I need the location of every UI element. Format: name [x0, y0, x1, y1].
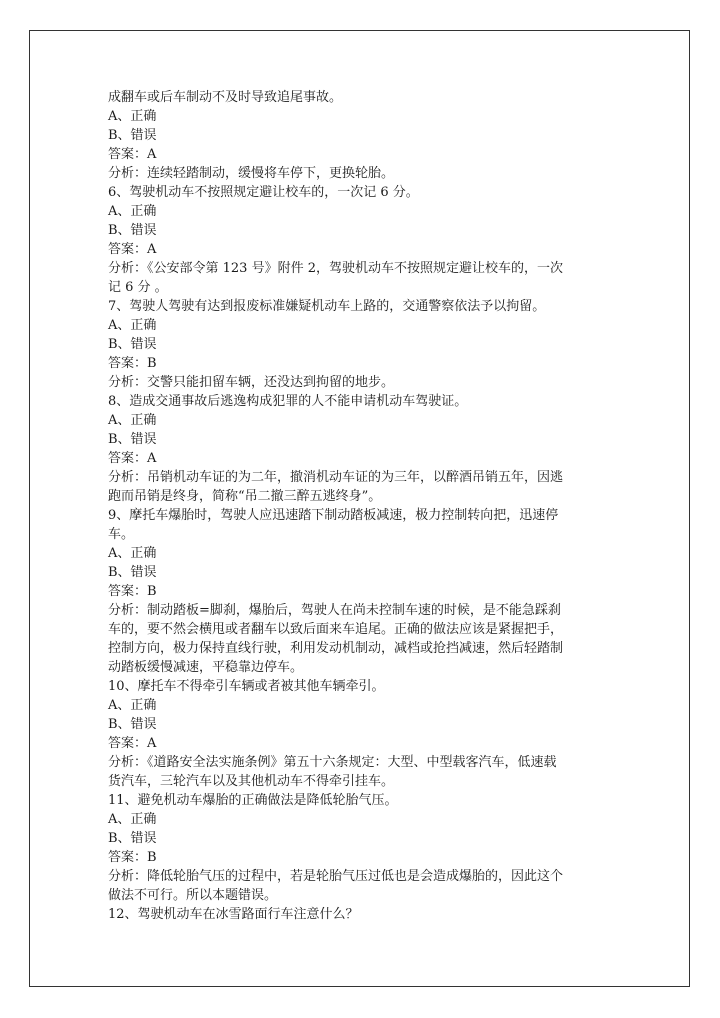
question-9: 9、摩托车爆胎时，驾驶人应迅速踏下制动踏板减速，极力控制转向把，迅速停 [108, 508, 559, 523]
question-6: 6、驾驶机动车不按照规定避让校车的，一次记 6 分。 [108, 185, 419, 200]
answer: 答案：A [108, 451, 157, 466]
answer: 答案：B [108, 356, 157, 371]
answer: 答案：A [108, 147, 157, 162]
option-a: A、正确 [108, 546, 157, 561]
question-10: 10、摩托车不得牵引车辆或者被其他车辆牵引。 [108, 679, 385, 694]
analysis: 分析：《道路安全法实施条例》第五十六条规定：大型、中型载客汽车，低速载 [108, 755, 557, 770]
option-b: B、错误 [108, 432, 157, 447]
analysis-continued: 车的，要不然会横甩或者翻车以致后面来车追尾。正确的做法应该是紧握把手， [108, 622, 564, 637]
option-b: B、错误 [108, 717, 157, 732]
analysis: 分析：《公安部令第 123 号》附件 2，驾驶机动车不按照规定避让校车的，一次 [108, 261, 563, 276]
option-a: A、正确 [108, 413, 157, 428]
option-b: B、错误 [108, 337, 157, 352]
analysis: 分析：交警只能扣留车辆，还没达到拘留的地步。 [108, 375, 395, 390]
option-b: B、错误 [108, 128, 157, 143]
answer: 答案：A [108, 242, 157, 257]
option-b: B、错误 [108, 223, 157, 238]
analysis-continued: 记 6 分 。 [108, 280, 168, 295]
analysis-continued: 控制方向，极力保持直线行驶，利用发动机制动，减档或抢挡减速，然后轻踏制 [108, 641, 564, 656]
question-9-continued: 车。 [108, 527, 135, 542]
analysis-continued: 货汽车，三轮汽车以及其他机动车不得牵引挂车。 [108, 774, 395, 789]
option-a: A、正确 [108, 698, 157, 713]
analysis-continued: 做法不可行。所以本题错误。 [108, 888, 278, 903]
answer: 答案：A [108, 736, 157, 751]
text-line: 成翻车或后车制动不及时导致追尾事故。 [108, 90, 343, 105]
analysis-continued: 跑而吊销是终身，简称“吊二撤三醉五逃终身”。 [108, 489, 382, 504]
answer: 答案：B [108, 584, 157, 599]
analysis: 分析：制动踏板=脚刹，爆胎后，驾驶人在尚未控制车速的时候，是不能急踩刹 [108, 603, 561, 618]
option-a: A、正确 [108, 109, 157, 124]
analysis: 分析：连续轻踏制动，缓慢将车停下，更换轮胎。 [108, 166, 395, 181]
question-12: 12、驾驶机动车在冰雪路面行车注意什么？ [108, 907, 359, 922]
question-7: 7、驾驶人驾驶有达到报废标准嫌疑机动车上路的，交通警察依法予以拘留。 [108, 299, 546, 314]
document-body [108, 88, 628, 924]
analysis: 分析：降低轮胎气压的过程中，若是轮胎气压过低也是会造成爆胎的，因此这个 [108, 869, 564, 884]
option-a: A、正确 [108, 812, 157, 827]
question-11: 11、避免机动车爆胎的正确做法是降低轮胎气压。 [108, 793, 398, 808]
analysis: 分析：吊销机动车证的为二年，撤消机动车证的为三年，以醉酒吊销五年，因逃 [108, 470, 564, 485]
option-a: A、正确 [108, 204, 157, 219]
option-b: B、错误 [108, 831, 157, 846]
answer: 答案：B [108, 850, 157, 865]
option-a: A、正确 [108, 318, 157, 333]
question-8: 8、造成交通事故后逃逸构成犯罪的人不能申请机动车驾驶证。 [108, 394, 468, 409]
analysis-continued: 动踏板缓慢减速，平稳靠边停车。 [108, 660, 304, 675]
option-b: B、错误 [108, 565, 157, 580]
